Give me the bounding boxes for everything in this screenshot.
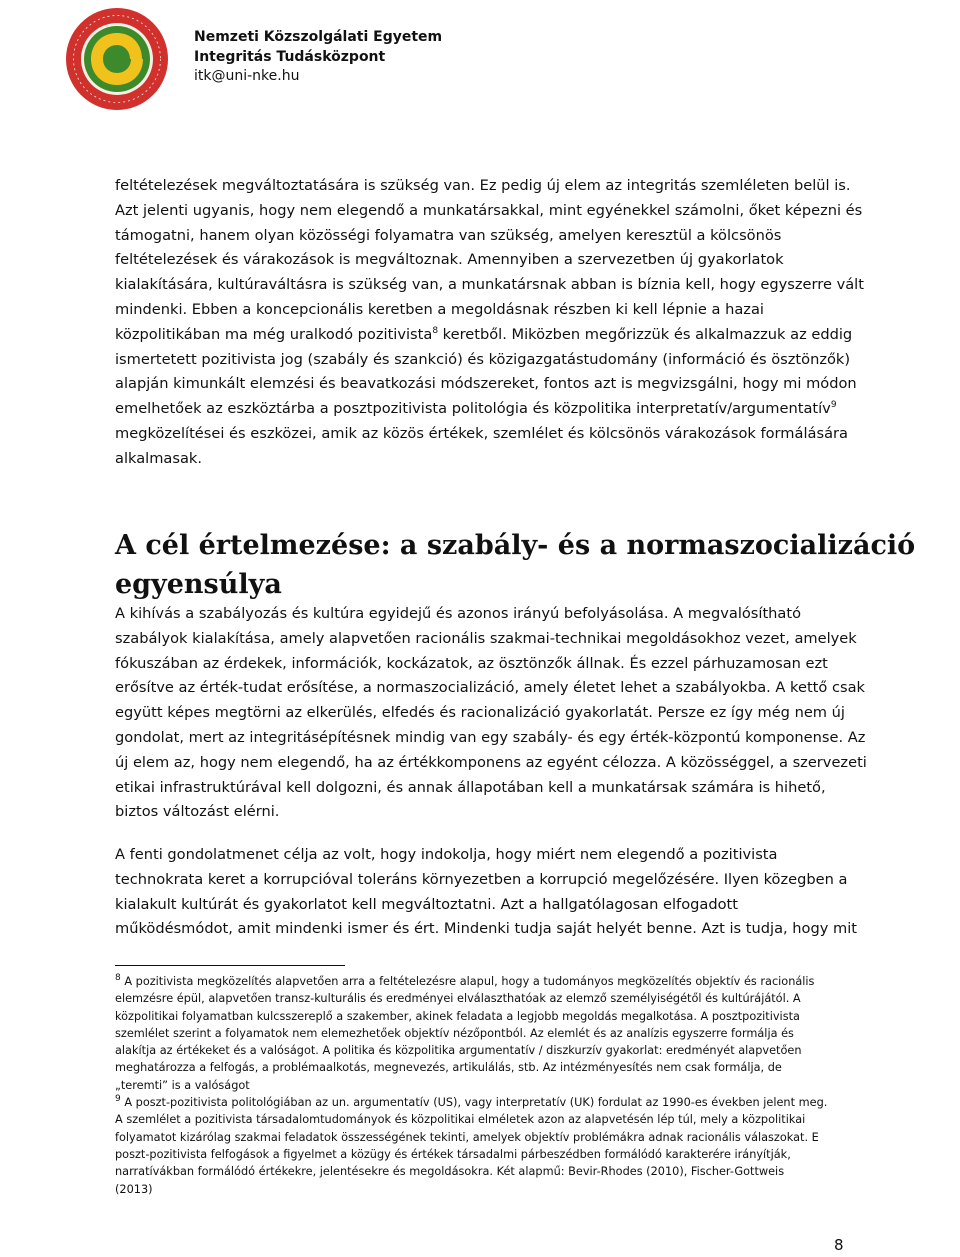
- footnote-8-line: [115, 973, 855, 990]
- text-fragment: közpolitikában ma még uralkodó pozitivista: [115, 325, 433, 343]
- page-number: 8: [834, 1236, 844, 1254]
- text-line: alkalmasak.: [115, 449, 202, 467]
- text-fragment: emelhetőek az eszköztárba a posztpozitivista politológia és közpolitika interpretatív/argumentatív: [115, 400, 831, 418]
- footnote-ref-8[interactable]: 8: [432, 325, 439, 336]
- footnotes: [115, 973, 855, 1198]
- text-line: támogatni, hanem olyan közösségi folyamatra van szükség, amelyen keresztül a kölcsönös: [115, 226, 782, 244]
- text-line: új elem az, hogy nem elegendő, ha az értékkomponens az egyént célozza. A közösséggel, a szervezeti: [115, 753, 867, 771]
- paragraph-1: [115, 174, 864, 472]
- text-fragment: keretből. Miközben megőrizzük és alkalmazzuk az eddig: [438, 325, 853, 343]
- footnote-line: narratívákban formálódó értékekre, jelentésekre és megoldásokra. Két alapmű: Bevir-Rhodes (2010), Fischer-Gottweis: [115, 1165, 785, 1179]
- footnote-mark-9: 9: [115, 1094, 121, 1105]
- heading-line: egyensúlya: [115, 569, 282, 600]
- footnote-line: elemzésre épül, alapvetően transz-kulturális és eredményei elválaszthatóak az elemző személyiségétől és kultúrájától. A: [115, 992, 801, 1006]
- text-line: ismertetett pozitivista jog (szabály és szankció) és közigazgatástudomány (információ és ösztönzők): [115, 350, 851, 368]
- text-line: A fenti gondolatmenet célja az volt, hogy indokolja, hogy miért nem elegendő a pozitivista: [115, 846, 778, 863]
- institution-info: [194, 28, 442, 87]
- footnote-line: poszt-pozitivista felfogások a figyelmet a közügy és értékek társadalmi párbeszédben formálódó karakterére irányítják,: [115, 1147, 791, 1161]
- text-line: feltételezések megváltoztatására is szükség van. Ez pedig új elem az integritás szemléleten belül is.: [115, 177, 851, 194]
- university-seal-logo: [52, 6, 182, 112]
- paragraph-2: [115, 602, 867, 825]
- footnote-line: meghatározza a felfogás, a problémaalkotás, megnevezés, artikulálás, stb. Az intézményesítés nem csak formálja, de: [115, 1061, 782, 1075]
- footnote-9-line: [115, 1094, 855, 1111]
- center-name: Integritás Tudásközpont: [194, 48, 386, 65]
- text-line: feltételezések és várakozások is megváltoznak. Amennyiben a szervezetben új gyakorlatok: [115, 251, 784, 269]
- text-fragment: A poszt-pozitivista politológiában az un. argumentatív (US), vagy interpretatív (UK) fordulat az 1990-es években jelent meg.: [120, 1096, 828, 1110]
- footnote-line: (2013): [115, 1182, 153, 1196]
- text-line: szabályok kialakítása, amely alapvetően racionális szakmai-technikai megoldásokhoz vezet, amelyek: [115, 629, 857, 647]
- text-line: kialakítására, kultúraváltásra is szükség van, a munkatársnak abban is bíznia kell, hogy egyszerre vált: [115, 276, 864, 294]
- text-line: A kihívás a szabályozás és kultúra egyidejű és azonos irányú befolyásolása. A megvalósítható: [115, 605, 802, 622]
- text-line: kialakult kultúrát és gyakorlatot kell megváltoztatni. Azt a hallgatólagosan elfogadott: [115, 895, 738, 913]
- footnote-line: szemlélet szerint a folyamatok nem elemezhetőek objektív nézőpontból. Az elemlét és az analízis egyszerre formálja és: [115, 1026, 794, 1040]
- text-line: gondolat, mert az integritásépítésnek mindig van egy szabály- és egy érték-központú komponense. Az: [115, 728, 866, 746]
- footnote-line: A szemlélet a pozitivista társadalomtudományok és közpolitikai elméletek azon az alapvetésén lép túl, mely a közpolitikai: [115, 1113, 806, 1127]
- footnote-mark-8: 8: [115, 973, 121, 984]
- section-heading: [115, 526, 916, 604]
- heading-line: A cél értelmezése: a szabály- és a normaszocializáció: [115, 530, 916, 561]
- text-line: megközelítései és eszközei, amik az közös értékek, szemlélet és kölcsönös várakozások formálására: [115, 424, 848, 442]
- text-line: együtt képes megtörni az elkerülés, elfedés és racionalizáció gyakorlatát. Persze ez így még nem új: [115, 704, 845, 722]
- text-fragment: A pozitivista megközelítés alapvetően arra a feltételezésre alapul, hogy a tudományos megközelítés objektív és racionális: [120, 975, 815, 988]
- footnote-line: alakítja az értékeket és a valóságot. A politika és közpolitika argumentatív / diszkurzív gyakorlat: eredményét alapvetően: [115, 1044, 802, 1058]
- footnote-line: közpolitikai folyamatban kulcsszereplő a szakember, akinek feladata a legjobb megoldás megalkotása. A posztpozitivista: [115, 1009, 800, 1023]
- text-line: Azt jelenti ugyanis, hogy nem elegendő a munkatársakkal, mint egyénekkel számolni, őket képezni és: [115, 201, 863, 219]
- footnote-line: folyamatot kizárólag szakmai feladatok összességének tekinti, amelyek objektív problémákra adnak racionális válaszokat. E: [115, 1130, 819, 1144]
- footnote-separator: [115, 965, 345, 966]
- institution-name: Nemzeti Közszolgálati Egyetem: [194, 29, 443, 45]
- text-line: alapján kimunkált elemzési és beavatkozási módszereket, fontos azt is megvizsgálni, hogy mi módon: [115, 375, 857, 393]
- footnote-line: „teremti” is a valóságot: [115, 1078, 250, 1092]
- text-line: működésmódot, amit mindenki ismer és ért. Mindenki tudja saját helyét benne. Azt is tudja, hogy mit: [115, 920, 858, 938]
- text-line: biztos változást elérni.: [115, 803, 280, 821]
- page-header: [52, 6, 612, 112]
- footnote-ref-9[interactable]: 9: [830, 400, 837, 411]
- text-line: etikai infrastruktúrával kell dolgozni, és annak állapotában kell a munkatársak számára is hihető,: [115, 778, 826, 796]
- text-line: erősítve az érték-tudat erősítése, a normaszocializáció, amely életet lehet a szabályokba. A kettő csak: [115, 679, 865, 697]
- text-line: [115, 323, 853, 348]
- text-line: technokrata keret a korrupcióval toleráns környezetben a korrupció megelőzésére. Ilyen közegben a: [115, 870, 848, 888]
- text-line: [115, 397, 843, 422]
- text-line: mindenki. Ebben a koncepcionális keretben a megoldásnak részben ki kell lépnie a hazai: [115, 300, 764, 318]
- contact-email: itk@uni-nke.hu: [194, 68, 300, 84]
- paragraph-3: [115, 843, 858, 942]
- text-line: fókuszában az érdekek, információk, kockázatok, az ösztönzők állnak. És ezzel párhuzamosan ezt: [115, 654, 828, 672]
